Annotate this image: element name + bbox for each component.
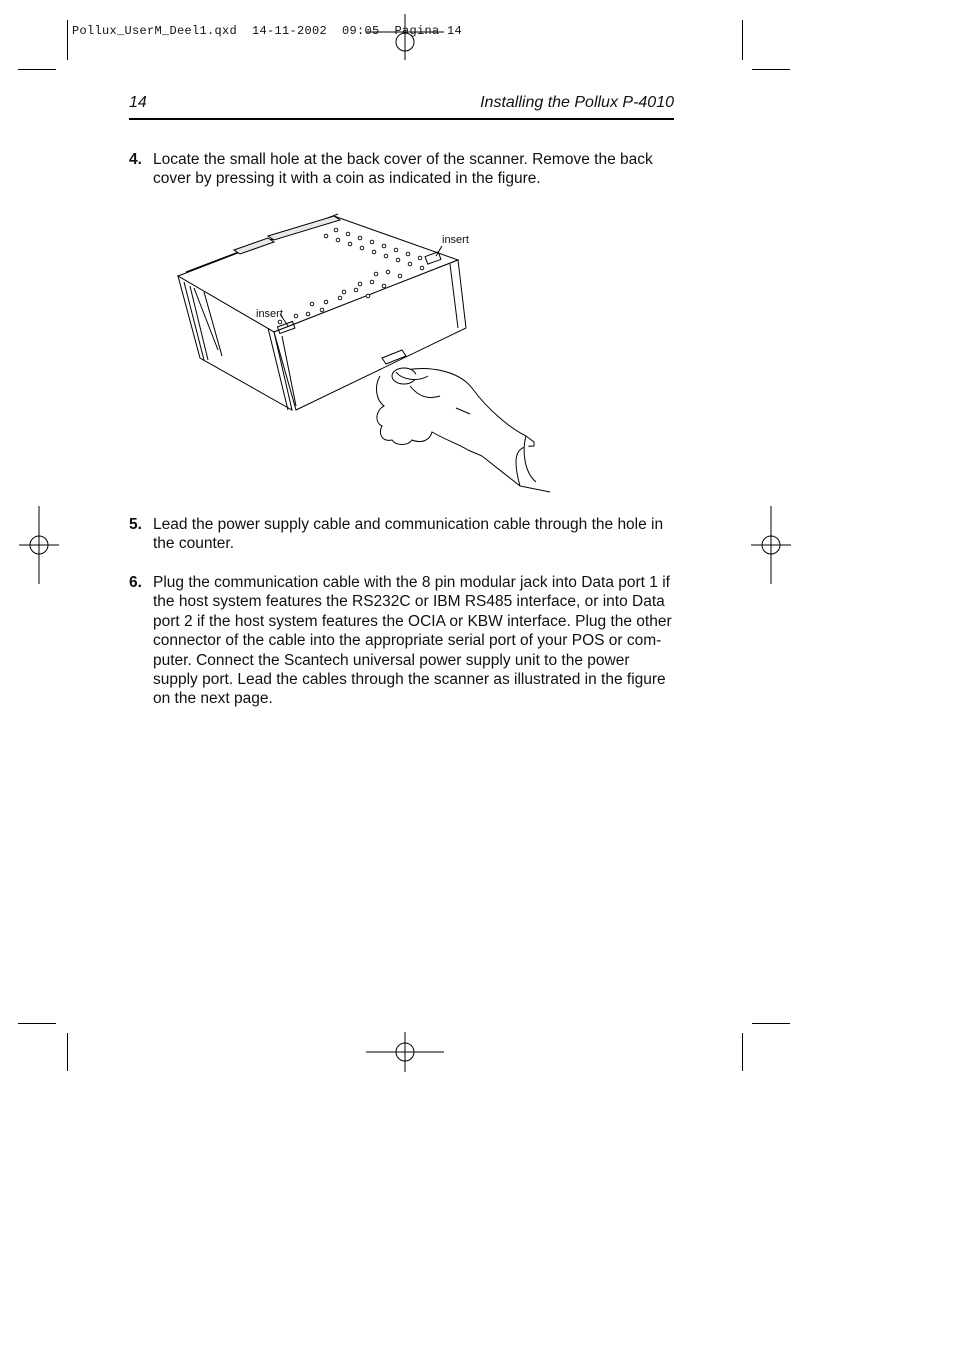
figure-remove-back-cover — [170, 210, 570, 500]
step-text: Locate the small hole at the back cover of the scanner. Remove the back cover by pressing it with a coin as indicated in the figure. — [153, 151, 653, 188]
registration-mark — [751, 506, 791, 584]
step-4 — [129, 150, 674, 189]
page-title: Installing the Pollux P-4010 — [480, 94, 674, 111]
step-6 — [129, 573, 674, 709]
step-number: 6. — [129, 574, 142, 591]
label-insert-top: insert — [442, 234, 469, 246]
scanner-illustration — [170, 210, 570, 500]
step-number: 4. — [129, 151, 142, 168]
print-slug: Pollux_UserM_Deel1.qxd 14-11-2002 09:05 Pagina 14 — [72, 24, 463, 38]
step-text: Plug the communication cable with the 8 pin modular jack into Data port 1 if the host system features the RS232C or IBM RS485 interface, or into Data port 2 if the host system features the OCIA or KBW interface. Plug the other connector of the cable into the appropriate serial port of your POS or com-puter. Connect the Scantech universal power supply unit to the power supply port. Lead the cables through the scanner as illustrated in the figure on the next page. — [153, 574, 672, 708]
page-number: 14 — [129, 94, 147, 111]
registration-mark — [366, 1032, 444, 1072]
step-number: 5. — [129, 516, 142, 533]
page-header — [129, 94, 674, 120]
step-5 — [129, 515, 674, 554]
label-insert-left: insert — [256, 308, 283, 320]
step-text: Lead the power supply cable and communication cable through the hole in the counter. — [153, 516, 664, 553]
registration-mark — [19, 506, 59, 584]
